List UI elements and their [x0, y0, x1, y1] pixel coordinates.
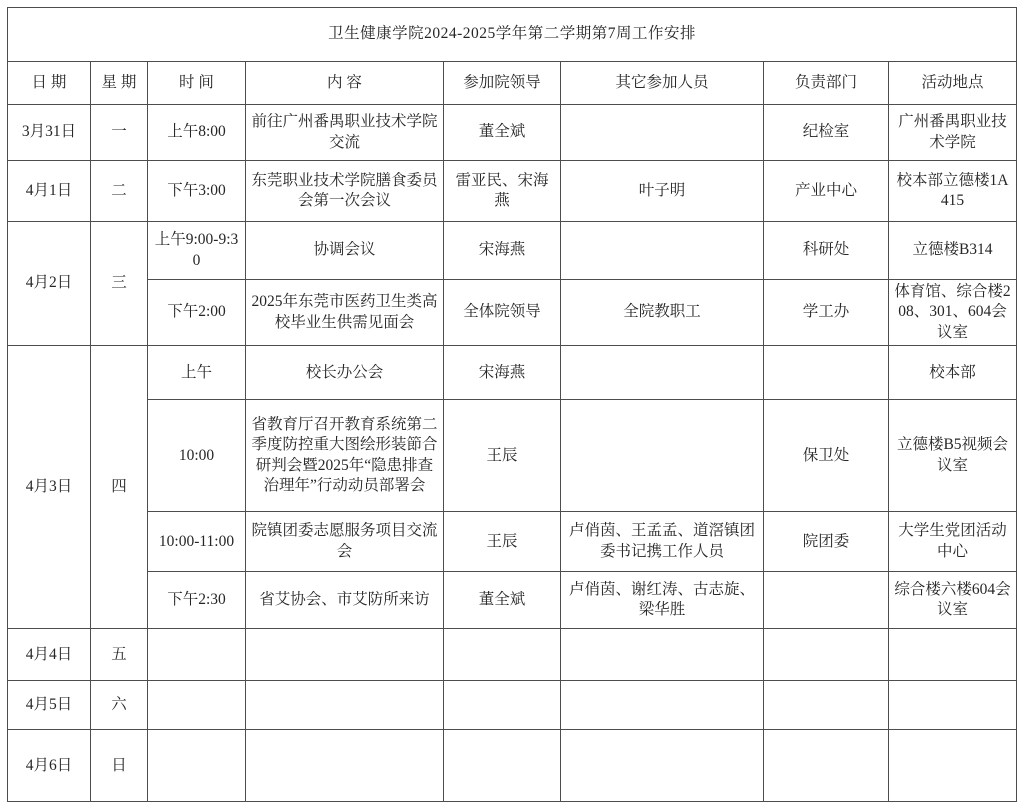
time-cell: 10:00-11:00	[148, 512, 246, 572]
time-cell: 下午2:30	[148, 572, 246, 629]
table-row	[8, 572, 1017, 629]
week-cell: 日	[91, 730, 148, 802]
col-header-department: 负责部门	[764, 62, 889, 105]
location-cell: 广州番禺职业技术学院	[889, 105, 1017, 161]
week-cell: 四	[91, 346, 148, 629]
content-cell	[246, 681, 444, 730]
location-cell	[889, 681, 1017, 730]
time-cell	[148, 681, 246, 730]
participants-cell: 叶子明	[561, 161, 764, 222]
week-cell: 二	[91, 161, 148, 222]
table-row	[8, 161, 1017, 222]
table-row	[8, 681, 1017, 730]
time-cell: 下午3:00	[148, 161, 246, 222]
location-cell: 校本部	[889, 346, 1017, 400]
leaders-cell: 宋海燕	[444, 222, 561, 280]
leaders-cell	[444, 629, 561, 681]
department-cell: 院团委	[764, 512, 889, 572]
participants-cell	[561, 105, 764, 161]
content-cell: 2025年东莞市医药卫生类高校毕业生供需见面会	[246, 280, 444, 346]
table-row	[8, 346, 1017, 400]
weekly-schedule-sheet	[7, 7, 1016, 802]
time-cell	[148, 730, 246, 802]
leaders-cell: 全体院领导	[444, 280, 561, 346]
department-cell: 产业中心	[764, 161, 889, 222]
date-cell: 4月1日	[8, 161, 91, 222]
content-cell: 东莞职业技术学院膳食委员会第一次会议	[246, 161, 444, 222]
table-row	[8, 400, 1017, 512]
participants-cell	[561, 400, 764, 512]
content-cell: 前往广州番禺职业技术学院交流	[246, 105, 444, 161]
date-cell: 4月3日	[8, 346, 91, 629]
table-row	[8, 629, 1017, 681]
date-cell: 4月4日	[8, 629, 91, 681]
schedule-table	[7, 7, 1017, 802]
time-cell: 上午8:00	[148, 105, 246, 161]
col-header-content: 内 容	[246, 62, 444, 105]
date-cell: 3月31日	[8, 105, 91, 161]
date-cell: 4月2日	[8, 222, 91, 346]
participants-cell: 全院教职工	[561, 280, 764, 346]
content-cell: 院镇团委志愿服务项目交流会	[246, 512, 444, 572]
content-cell: 校长办公会	[246, 346, 444, 400]
department-cell	[764, 572, 889, 629]
participants-cell	[561, 346, 764, 400]
content-cell: 省艾协会、市艾防所来访	[246, 572, 444, 629]
participants-cell	[561, 730, 764, 802]
col-header-time: 时 间	[148, 62, 246, 105]
department-cell	[764, 629, 889, 681]
location-cell: 综合楼六楼604会议室	[889, 572, 1017, 629]
col-header-participants: 其它参加人员	[561, 62, 764, 105]
table-row	[8, 105, 1017, 161]
department-cell: 科研处	[764, 222, 889, 280]
date-cell: 4月6日	[8, 730, 91, 802]
leaders-cell: 王辰	[444, 512, 561, 572]
location-cell	[889, 730, 1017, 802]
time-cell	[148, 629, 246, 681]
participants-cell: 卢俏茵、谢红涛、古志旋、梁华胜	[561, 572, 764, 629]
department-cell: 保卫处	[764, 400, 889, 512]
leaders-cell	[444, 730, 561, 802]
participants-cell	[561, 681, 764, 730]
week-cell: 五	[91, 629, 148, 681]
location-cell: 立德楼B5视频会议室	[889, 400, 1017, 512]
col-header-week: 星 期	[91, 62, 148, 105]
department-cell	[764, 681, 889, 730]
department-cell	[764, 730, 889, 802]
location-cell: 立德楼B314	[889, 222, 1017, 280]
leaders-cell: 董全斌	[444, 572, 561, 629]
table-row	[8, 512, 1017, 572]
date-cell: 4月5日	[8, 681, 91, 730]
col-header-date: 日 期	[8, 62, 91, 105]
location-cell: 体育馆、综合楼208、301、604会议室	[889, 280, 1017, 346]
table-row	[8, 730, 1017, 802]
table-row	[8, 280, 1017, 346]
department-cell: 纪检室	[764, 105, 889, 161]
leaders-cell: 董全斌	[444, 105, 561, 161]
page-title: 卫生健康学院2024-2025学年第二学期第7周工作安排	[8, 8, 1017, 62]
leaders-cell: 雷亚民、宋海燕	[444, 161, 561, 222]
week-cell: 一	[91, 105, 148, 161]
time-cell: 10:00	[148, 400, 246, 512]
time-cell: 上午	[148, 346, 246, 400]
content-cell: 协调会议	[246, 222, 444, 280]
location-cell	[889, 629, 1017, 681]
column-header-row	[8, 62, 1017, 105]
table-row	[8, 222, 1017, 280]
col-header-leaders: 参加院领导	[444, 62, 561, 105]
content-cell: 省教育厅召开教育系统第二季度防控重大图绘形装節合研判会暨2025年“隐患排查治理年”行动动员部署会	[246, 400, 444, 512]
week-cell: 六	[91, 681, 148, 730]
content-cell	[246, 730, 444, 802]
participants-cell: 卢俏茵、王孟孟、道滘镇团委书记携工作人员	[561, 512, 764, 572]
leaders-cell	[444, 681, 561, 730]
participants-cell	[561, 222, 764, 280]
time-cell: 上午9:00-9:30	[148, 222, 246, 280]
department-cell: 学工办	[764, 280, 889, 346]
department-cell	[764, 346, 889, 400]
content-cell	[246, 629, 444, 681]
col-header-location: 活动地点	[889, 62, 1017, 105]
location-cell: 大学生党团活动中心	[889, 512, 1017, 572]
leaders-cell: 王辰	[444, 400, 561, 512]
leaders-cell: 宋海燕	[444, 346, 561, 400]
participants-cell	[561, 629, 764, 681]
title-row	[8, 8, 1017, 62]
time-cell: 下午2:00	[148, 280, 246, 346]
location-cell: 校本部立德楼1A415	[889, 161, 1017, 222]
week-cell: 三	[91, 222, 148, 346]
